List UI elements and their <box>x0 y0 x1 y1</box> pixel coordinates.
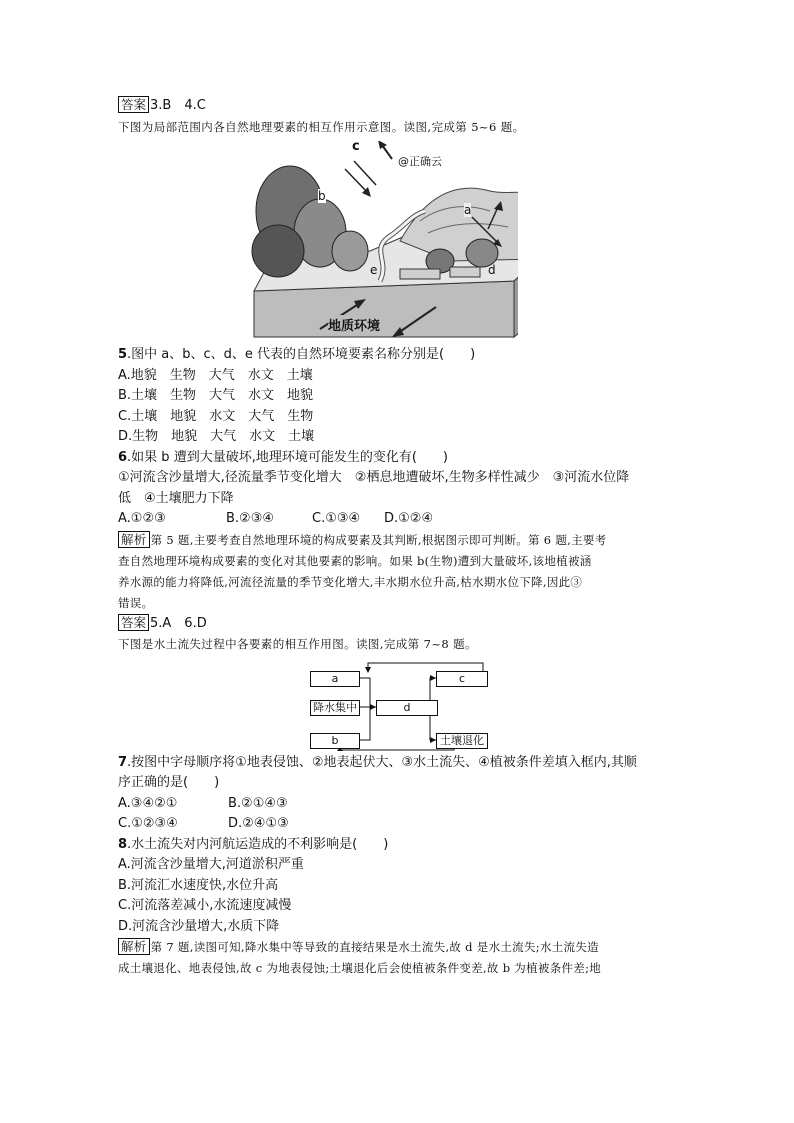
answer-tag: 答案 <box>118 614 149 631</box>
answer-line-1 <box>118 96 678 117</box>
q8-option-c: C.河流落差减小,水流速度减慢 <box>118 898 292 913</box>
analysis-1-line-1: 第 5 题,主要考查自然地理环境的构成要素及其判断,根据图示即可判断。第 6 题,主要考 <box>150 532 607 547</box>
label-b: b <box>318 189 326 203</box>
flow-box-c: c <box>436 671 488 687</box>
flow-box-d: d <box>376 700 438 716</box>
analysis-block-1 <box>118 530 678 614</box>
q6-option-d: D.①②④ <box>384 511 434 526</box>
q7-options-row-1 <box>118 794 678 815</box>
analysis-1-line-4: 错误。 <box>118 595 154 610</box>
analysis-block-2 <box>118 937 678 979</box>
analysis-1-line-2: 查自然地理环境构成要素的变化对其他要素的影响。如果 b(生物)遭到大量破坏,该地植被涵 <box>118 553 592 568</box>
question-5: 5.图中 a、b、c、d、e 代表的自然环境要素名称分别是( ) <box>118 347 476 362</box>
label-e: e <box>370 263 378 277</box>
analysis-2-line-2: 成土壤退化、地表侵蚀,故 c 为地表侵蚀;土壤退化后会使植被条件变差,故 b 为植被条件差;地 <box>118 961 602 975</box>
flow-box-a: a <box>310 671 360 687</box>
question-6: 6.如果 b 遭到大量破坏,地理环境可能发生的变化有( ) <box>118 449 448 465</box>
q7-option-d: D.②④①③ <box>228 816 289 831</box>
q6-options <box>118 509 678 530</box>
answer-text: 3.B 4.C <box>150 98 206 113</box>
geography-block-diagram <box>250 141 518 341</box>
label-a: a <box>464 203 472 217</box>
question-8: 8.水土流失对内河航运造成的不利影响是( ) <box>118 836 389 852</box>
q8-option-d: D.河流含沙量增大,水质下降 <box>118 918 280 934</box>
q7-options-row-2 <box>118 814 678 835</box>
analysis-tag: 解析 <box>118 531 150 548</box>
analysis-2-line-1: 第 7 题,读图可知,降水集中等导致的直接结果是水土流失,故 d 是水土流失;水土流失造 <box>150 940 599 954</box>
soil-erosion-flow-diagram <box>118 659 678 751</box>
q5-option-c: C.土壤 地貌 水文 大气 生物 <box>118 408 314 424</box>
question-7: 7.按图中字母顺序将①地表侵蚀、②地表起伏大、③水土流失、④植被条件差填入框内,其顺 <box>118 754 637 770</box>
q5-option-d: D.生物 地貌 大气 水文 土壤 <box>118 429 315 444</box>
answer-text: 5.A 6.D <box>150 615 207 631</box>
q7-option-b: B.②①④③ <box>228 795 288 811</box>
flow-box-left: 降水集中 <box>310 700 360 716</box>
flow-box-right: 土壤退化 <box>436 733 488 749</box>
q6-statements-line-1: ①河流含沙量增大,径流量季节变化增大 ②栖息地遭破坏,生物多样性减少 ③河流水位降 <box>118 470 630 485</box>
answer-line-2 <box>118 614 678 635</box>
q8-option-b: B.河流汇水速度快,水位升高 <box>118 877 279 893</box>
label-d: d <box>488 263 496 277</box>
q6-option-b: B.②③④ <box>226 511 275 526</box>
analysis-1-line-3: 养水源的能力将降低,河流径流量的季节变化增大,丰水期水位升高,枯水期水位下降,因此③ <box>118 574 583 589</box>
landscape-illustration <box>250 141 518 341</box>
document-page <box>118 96 678 979</box>
analysis-tag: 解析 <box>118 938 150 955</box>
answer-tag: 答案 <box>118 96 149 113</box>
intro-text-1: 下图为局部范围内各自然地理要素的相互作用示意图。读图,完成第 5~6 题。 <box>118 119 525 134</box>
label-c: c <box>352 139 360 154</box>
intro-text-2: 下图是水土流失过程中各要素的相互作用图。读图,完成第 7~8 题。 <box>118 637 477 651</box>
q7-option-a: A.③④②① <box>118 795 178 811</box>
flow-box-b: b <box>310 733 360 749</box>
q5-option-b: B.土壤 生物 大气 水文 地貌 <box>118 388 314 403</box>
q5-option-a: A.地貌 生物 大气 水文 土壤 <box>118 367 313 383</box>
q8-option-a: A.河流含沙量增大,河道淤积严重 <box>118 857 304 872</box>
question-7-continued: 序正确的是( ) <box>118 775 220 790</box>
q6-option-a: A.①②③ <box>118 511 166 526</box>
q7-option-c: C.①②③④ <box>118 816 178 831</box>
q6-option-c: C.①③④ <box>312 511 361 526</box>
q6-statements-line-2: 低 ④土壤肥力下降 <box>118 490 234 506</box>
diagram-caption: 地质环境 <box>328 315 380 334</box>
watermark-text: @正确云 <box>398 155 442 168</box>
